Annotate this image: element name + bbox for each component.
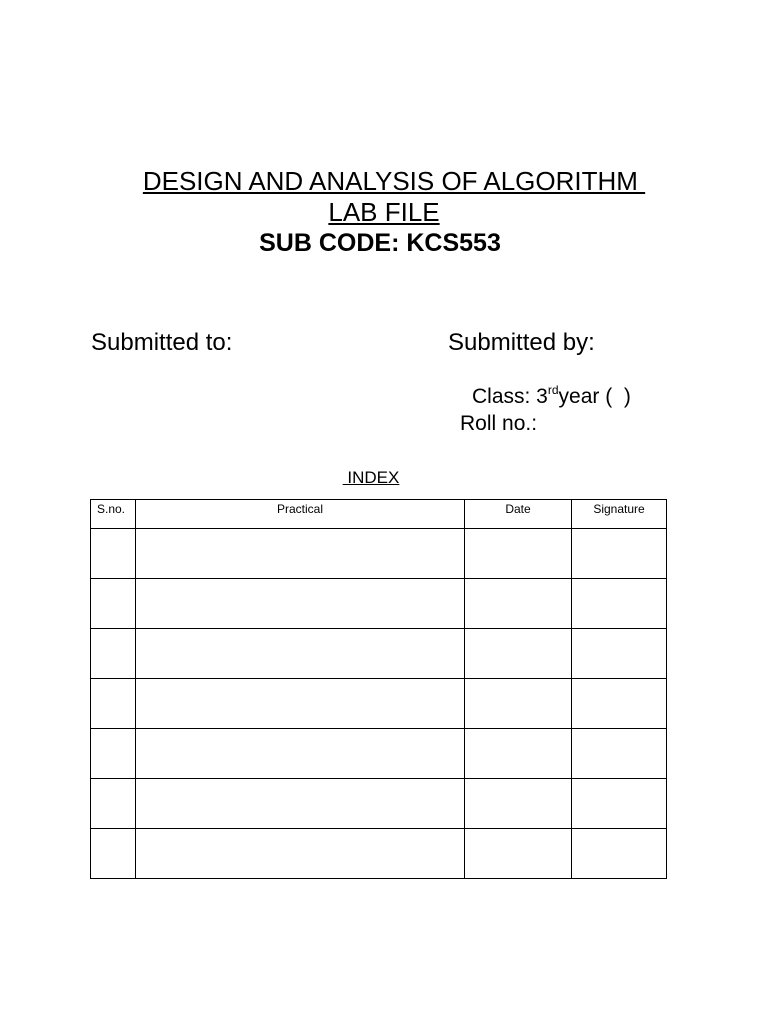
table-row — [91, 529, 667, 579]
cell-signature — [572, 579, 667, 629]
subject-code: SUB CODE: KCS553 — [259, 229, 501, 257]
cell-sno — [91, 629, 136, 679]
cell-sno — [91, 829, 136, 879]
submitted-to-label: Submitted to: — [91, 329, 233, 356]
submitted-by-label: Submitted by: — [448, 329, 595, 356]
cell-practical — [136, 679, 465, 729]
class-prefix: Class: 3 — [472, 385, 548, 408]
cell-practical — [136, 829, 465, 879]
column-header-date: Date — [465, 500, 572, 529]
class-line — [472, 384, 631, 410]
cell-sno — [91, 579, 136, 629]
cell-signature — [572, 679, 667, 729]
cell-practical — [136, 779, 465, 829]
cell-date — [465, 529, 572, 579]
index-header-row — [91, 500, 667, 529]
cell-date — [465, 729, 572, 779]
cell-date — [465, 779, 572, 829]
cell-signature — [572, 779, 667, 829]
cell-sno — [91, 729, 136, 779]
table-row — [91, 829, 667, 879]
cell-sno — [91, 679, 136, 729]
class-suffix: year ( ) — [558, 385, 631, 408]
cell-signature — [572, 629, 667, 679]
cell-sno — [91, 529, 136, 579]
cell-signature — [572, 729, 667, 779]
cell-sno — [91, 779, 136, 829]
roll-no-label: Roll no.: — [460, 412, 538, 435]
cell-date — [465, 829, 572, 879]
cell-practical — [136, 529, 465, 579]
document-title-line2: LAB FILE — [328, 197, 440, 227]
column-header-sno: S.no. — [91, 500, 136, 529]
table-row — [91, 629, 667, 679]
index-title: INDEX — [342, 468, 400, 487]
table-row — [91, 779, 667, 829]
table-row — [91, 729, 667, 779]
cell-signature — [572, 529, 667, 579]
column-header-practical: Practical — [136, 500, 465, 529]
cell-date — [465, 629, 572, 679]
cell-practical — [136, 729, 465, 779]
table-row — [91, 679, 667, 729]
table-row — [91, 579, 667, 629]
cell-practical — [136, 629, 465, 679]
class-superscript: rd — [547, 383, 559, 397]
column-header-signature: Signature — [572, 500, 667, 529]
index-table — [90, 499, 667, 879]
document-title-line1: DESIGN AND ANALYSIS OF ALGORITHM — [142, 166, 646, 196]
cell-signature — [572, 829, 667, 879]
cell-date — [465, 579, 572, 629]
cell-practical — [136, 579, 465, 629]
cell-date — [465, 679, 572, 729]
